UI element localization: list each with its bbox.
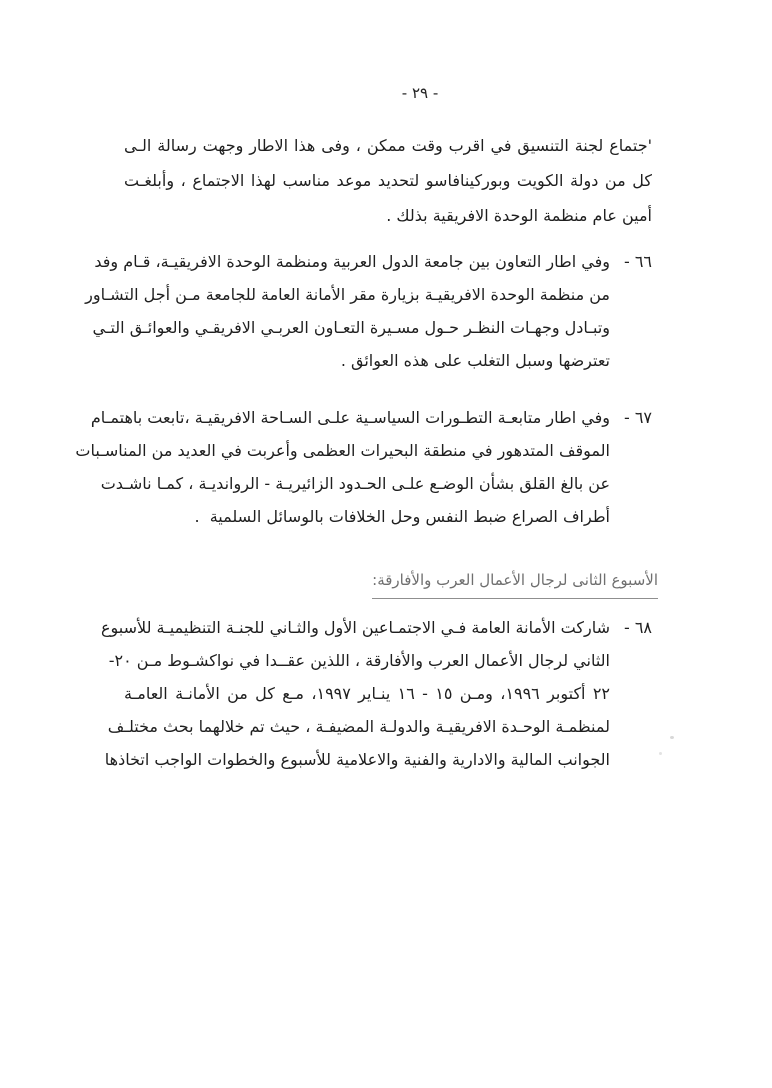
text-line: ٢٢ أكتوبر ١٩٩٦، ومـن ١٥ - ١٦ ينـاير ١٩٩٧، مـع كل من الأمانـة العامـة [124, 684, 611, 703]
text-line: عن بالغ القلق بشأن الوضـع علـى الحـدود الزائيريـة - الروانديـة ، كمـا ناشـدت [100, 474, 610, 493]
text-line: كل من دولة الكويت وبوركينافاسو لتحديد موعد مناسب لهذا الاجتماع ، وأبلغـت [124, 171, 652, 190]
paragraph-67 [75, 401, 652, 533]
text-line: لمنظمـة الوحـدة الافريقيـة والدولـة المضيفـة ، حيث تم خلالهما بحث مختلـف [107, 717, 610, 736]
page-number: - ٢٩ - [401, 84, 439, 102]
section-heading: الأسبوع الثانى لرجال الأعمال العرب والأفارقة: [372, 567, 658, 599]
text-line: أمين عام منظمة الوحدة الافريقية بذلك . [386, 206, 652, 225]
paragraph-66 [85, 245, 652, 377]
text-line: الثاني لرجال الأعمال العرب والأفارقة ، اللذين عقــدا في نواكشـوط مـن ٢٠- [108, 651, 610, 670]
text-line: وتبـادل وجهـات النظـر حـول مسـيرة التعـاون العربـي الافريقـي والعوائـق التـي [92, 318, 610, 337]
text-line: أطراف الصراع ضبط النفس وحل الخلافات بالوسائل السلمية . [194, 507, 610, 526]
paragraph-number: ٦٧ - [623, 408, 652, 427]
text-line: تعترضها وسبل التغلب على هذه العوائق . [340, 351, 610, 370]
text-line: الموقف المتدهور في منطقة البحيرات العظمى وأعربت في العديد من المناسـبات [75, 441, 610, 460]
continuation-paragraph [124, 128, 652, 233]
scan-speck [670, 736, 674, 739]
text-line: 'جتماع لجنة التنسيق في اقرب وقت ممكن ، وفى هذا الاطار وجهت رسالة الـى [124, 136, 652, 155]
text-line: وفي اطار التعاون بين جامعة الدول العربية ومنظمة الوحدة الافريقيـة، قـام وفد [94, 252, 610, 271]
paragraph-68 [100, 611, 652, 776]
text-line: من منظمة الوحدة الافريقيـة بزيارة مقر الأمانة العامة للجامعة مـن أجل التشـاور [85, 285, 610, 304]
paragraph-number: ٦٦ - [623, 252, 652, 271]
scan-speck [659, 752, 662, 755]
text-line: وفي اطار متابعـة التطـورات السياسـية علـى السـاحة الافريقيـة ،تابعت باهتمـام [90, 408, 610, 427]
text-line: الجوانب المالية والادارية والفنية والاعلامية للأسبوع والخطوات الواجب اتخاذها [104, 750, 610, 769]
text-line: شاركت الأمانة العامة فـي الاجتمـاعين الأول والثـاني للجنـة التنظيميـة للأسبوع [100, 618, 610, 637]
paragraph-number: ٦٨ - [623, 618, 652, 637]
